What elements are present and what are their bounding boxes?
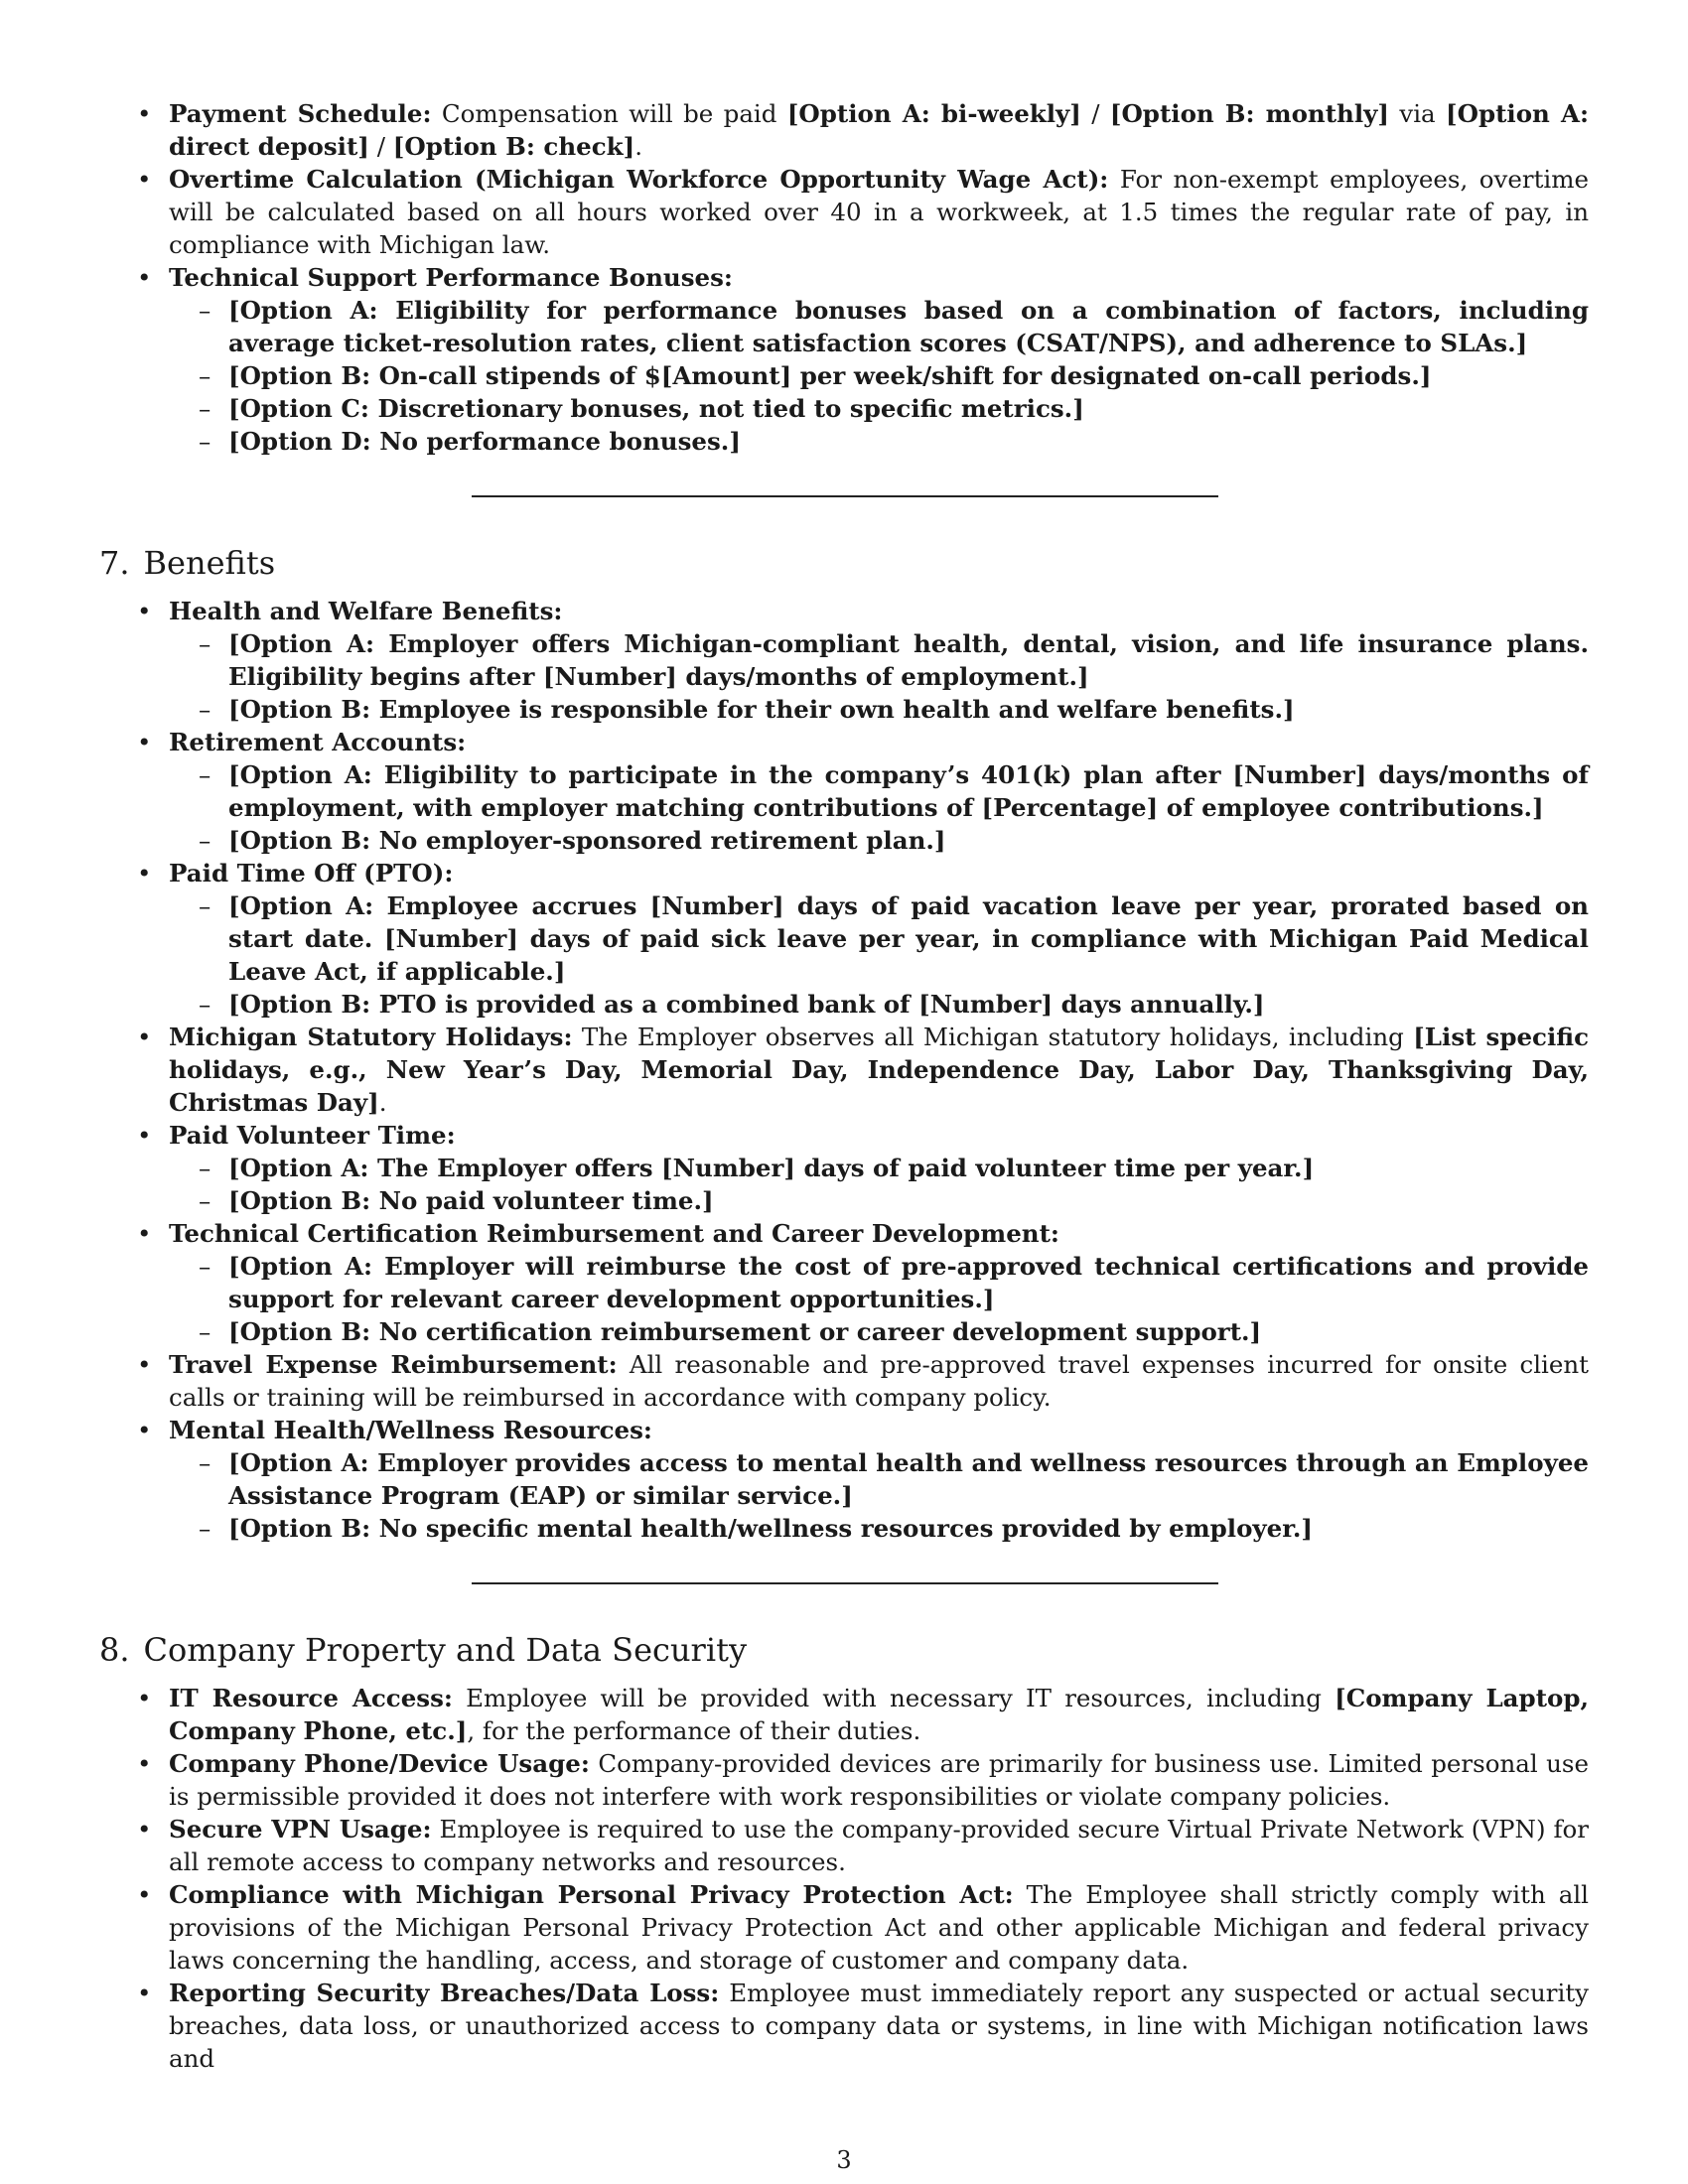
overtime-item [99, 163, 1589, 261]
retirement-item [99, 726, 1589, 857]
bullet-icon: • [137, 1880, 152, 1909]
dash-icon: – [199, 1154, 211, 1182]
bonus-option-a [99, 294, 1589, 359]
section-number: 8. [99, 1631, 130, 1669]
option-item [99, 988, 1589, 1021]
bullet-icon: • [137, 99, 152, 128]
bullet-icon: • [137, 165, 152, 194]
pto-options [169, 889, 1589, 1021]
dash-icon: – [199, 296, 211, 325]
phone-usage-item [99, 1747, 1589, 1813]
bullet-icon: • [137, 1749, 152, 1778]
privacy-text: The Employee shall strictly comply with all provisions of the Michigan Personal Privacy Protection Act and other applicable Michigan and federal privacy laws concerning the handling, access, and storage of customer and company data. [169, 1880, 1589, 1975]
breach-text: Employee must immediately report any suspected or actual security breaches, data loss, or unauthorized access to company data or systems, in line with Michigan notification laws and [169, 1979, 1590, 2073]
option-text: [Option B: No employer-sponsored retirement plan.] [228, 826, 946, 855]
option-text: [Option D: No performance bonuses.] [228, 427, 741, 456]
it-resource-list: [Company Laptop, Company Phone, etc.] [169, 1684, 1590, 1745]
option-text: [Option B: On-call stipends of $[Amount] per week/shift for designated on-call periods.] [228, 361, 1432, 390]
dash-icon: – [199, 990, 211, 1019]
dash-icon: – [199, 1514, 211, 1543]
bullet-icon: • [137, 859, 152, 887]
bonuses-label: Technical Support Performance Bonuses: [169, 263, 733, 292]
retirement-label: Retirement Accounts: [169, 728, 467, 756]
bullet-icon: • [137, 1350, 152, 1379]
payment-method-option-b: [Option B: check] [392, 132, 635, 161]
option-text: [Option A: Employer will reimburse the cost of pre-approved technical certifications and provide support for relevant career development opportunities.] [228, 1252, 1589, 1313]
option-text: [Option A: The Employer offers [Number] days of paid volunteer time per year.] [228, 1154, 1315, 1182]
bonus-option-b [99, 359, 1589, 392]
bullet-icon: • [137, 597, 152, 625]
section-title: Company Property and Data Security [143, 1631, 748, 1669]
bonuses-options [169, 294, 1589, 458]
option-text: [Option A: Eligibility to participate in the company’s 401(k) plan after [Number] days/months of employment, with employer matching contributions of [Percentage] of employee contributions.] [228, 760, 1589, 822]
option-text: [Option B: No paid volunteer time.] [228, 1186, 714, 1215]
option-item [99, 889, 1589, 988]
period: . [634, 132, 643, 161]
option-item [99, 1512, 1589, 1545]
pto-item [99, 857, 1589, 1021]
option-item [99, 627, 1589, 693]
section-divider [472, 1582, 1218, 1584]
volunteer-options [169, 1152, 1589, 1217]
dash-icon: – [199, 629, 211, 658]
vpn-label: Secure VPN Usage: [169, 1815, 432, 1843]
payment-method-option-a: [Option A: direct deposit] [169, 99, 1590, 161]
option-text: [Option A: Employee accrues [Number] days of paid vacation leave per year, prorated based on start date. [Number] days of paid sick leave per year, in compliance with Michigan Paid Medical Leave Act, if applicable.] [228, 891, 1589, 986]
dash-icon: – [199, 760, 211, 789]
volunteer-item [99, 1119, 1589, 1217]
dash-icon: – [199, 394, 211, 423]
bullet-icon: • [137, 1815, 152, 1843]
health-item [99, 595, 1589, 726]
bonuses-item [99, 261, 1589, 458]
it-resource-end: , for the performance of their duties. [467, 1716, 921, 1745]
document-page [99, 97, 1589, 2075]
it-resource-item [99, 1682, 1589, 1747]
breach-item [99, 1977, 1589, 2075]
option-text: [Option A: Employer provides access to mental health and wellness resources through an Employee Assistance Program (EAP) or similar service.] [228, 1448, 1589, 1510]
dash-icon: – [199, 427, 211, 456]
benefits-list [99, 595, 1589, 1545]
wellness-label: Mental Health/Wellness Resources: [169, 1416, 652, 1444]
vpn-item [99, 1813, 1589, 1878]
pto-label: Paid Time Off (PTO): [169, 859, 454, 887]
option-text: [Option A: Eligibility for performance bonuses based on a combination of factors, including average ticket-resolution rates, client satisfaction scores (CSAT/NPS), and adherence to SLAs.] [228, 296, 1589, 357]
privacy-item [99, 1878, 1589, 1977]
dash-icon: – [199, 695, 211, 724]
page-number: 3 [836, 2146, 852, 2174]
holidays-item [99, 1021, 1589, 1119]
travel-text: All reasonable and pre-approved travel expenses incurred for onsite client calls or training will be reimbursed in accordance with company policy. [169, 1350, 1589, 1412]
bullet-icon: • [137, 1023, 152, 1051]
bullet-icon: • [137, 1684, 152, 1712]
overtime-label: Overtime Calculation (Michigan Workforce Opportunity Wage Act): [169, 165, 1109, 194]
option-item [99, 758, 1589, 824]
compensation-list [99, 97, 1589, 458]
vpn-text: Employee is required to use the company-provided secure Virtual Private Network (VPN) for all remote access to company networks and resources. [169, 1815, 1589, 1876]
section-8-heading [99, 1630, 1589, 1670]
payment-option-b: [Option B: monthly] [1109, 99, 1389, 128]
separator: / [376, 132, 385, 161]
section-title: Benefits [143, 544, 276, 582]
overtime-text: For non-exempt employees, overtime will be calculated based on all hours worked over 40 in a workweek, at 1.5 times the regular rate of pay, in compliance with Michigan law. [169, 165, 1589, 259]
dash-icon: – [199, 891, 211, 920]
bullet-icon: • [137, 1416, 152, 1444]
bullet-icon: • [137, 728, 152, 756]
payment-via-text: via [1399, 99, 1436, 128]
dash-icon: – [199, 1252, 211, 1281]
option-item [99, 1250, 1589, 1315]
section-7-heading [99, 543, 1589, 583]
section-divider [472, 495, 1218, 497]
option-item [99, 1446, 1589, 1512]
bullet-icon: • [137, 1979, 152, 2007]
it-resource-text: Employee will be provided with necessary IT resources, including [466, 1684, 1322, 1712]
bullet-icon: • [137, 1121, 152, 1150]
option-text: [Option B: No certification reimbursement or career development support.] [228, 1317, 1262, 1346]
certification-item [99, 1217, 1589, 1348]
payment-schedule-text: Compensation will be paid [441, 99, 777, 128]
option-item [99, 1184, 1589, 1217]
bonus-option-c [99, 392, 1589, 425]
period: . [378, 1088, 387, 1117]
breach-label: Reporting Security Breaches/Data Loss: [169, 1979, 720, 2007]
wellness-options [169, 1446, 1589, 1545]
bullet-icon: • [137, 263, 152, 292]
phone-usage-text: Company-provided devices are primarily for business use. Limited personal use is permissible provided it does not interfere with work responsibilities or violate company policies. [169, 1749, 1589, 1811]
it-resource-label: IT Resource Access: [169, 1684, 453, 1712]
dash-icon: – [199, 1317, 211, 1346]
holidays-list: [List specific holidays, e.g., New Year’s Day, Memorial Day, Independence Day, Labor Day, Thanksgiving Day, Christmas Day] [169, 1023, 1590, 1117]
payment-schedule-label: Payment Schedule: [169, 99, 432, 128]
health-label: Health and Welfare Benefits: [169, 597, 563, 625]
option-text: [Option A: Employer offers Michigan-compliant health, dental, vision, and life insurance plans. Eligibility begins after [Number] days/months of employment.] [228, 629, 1589, 691]
payment-option-a: [Option A: bi-weekly] [786, 99, 1081, 128]
health-options [169, 627, 1589, 726]
option-text: [Option B: Employee is responsible for their own health and welfare benefits.] [228, 695, 1295, 724]
travel-label: Travel Expense Reimbursement: [169, 1350, 618, 1379]
volunteer-label: Paid Volunteer Time: [169, 1121, 456, 1150]
privacy-label: Compliance with Michigan Personal Privacy Protection Act: [169, 1880, 1014, 1909]
section-number: 7. [99, 544, 130, 582]
option-item [99, 693, 1589, 726]
bullet-icon: • [137, 1219, 152, 1248]
dash-icon: – [199, 1448, 211, 1477]
option-text: [Option B: PTO is provided as a combined bank of [Number] days annually.] [228, 990, 1265, 1019]
option-item [99, 1152, 1589, 1184]
separator: / [1091, 99, 1100, 128]
option-text: [Option C: Discretionary bonuses, not tied to specific metrics.] [228, 394, 1084, 423]
dash-icon: – [199, 826, 211, 855]
option-text: [Option B: No specific mental health/wellness resources provided by employer.] [228, 1514, 1314, 1543]
wellness-item [99, 1414, 1589, 1545]
payment-schedule-item [99, 97, 1589, 163]
holidays-label: Michigan Statutory Holidays: [169, 1023, 573, 1051]
retirement-options [169, 758, 1589, 857]
option-item [99, 1315, 1589, 1348]
dash-icon: – [199, 1186, 211, 1215]
travel-item [99, 1348, 1589, 1414]
holidays-text: The Employer observes all Michigan statutory holidays, including [581, 1023, 1404, 1051]
certification-label: Technical Certification Reimbursement and Career Development: [169, 1219, 1059, 1248]
data-security-list [99, 1682, 1589, 2075]
option-item [99, 824, 1589, 857]
dash-icon: – [199, 361, 211, 390]
phone-usage-label: Company Phone/Device Usage: [169, 1749, 590, 1778]
bonus-option-d [99, 425, 1589, 458]
certification-options [169, 1250, 1589, 1348]
